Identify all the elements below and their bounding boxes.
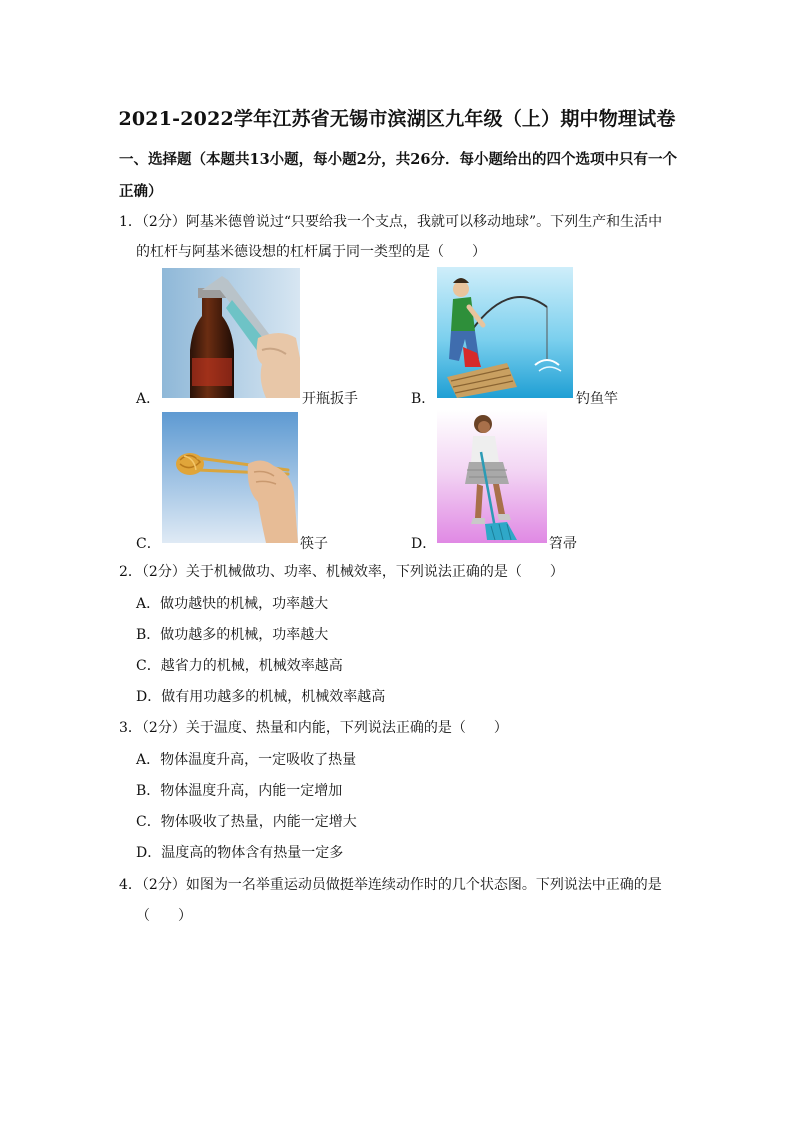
question-1-stem-line1: 1．（2分）阿基米德曾说过“只要给我一个支点，我就可以移动地球”。下列生产和生活中 [119, 214, 663, 230]
section-heading-line1: 一、选择题（本题共13小题，每小题2分，共26分．每小题给出的四个选项中只有一个 [119, 151, 677, 168]
bottle-opener-image [162, 268, 300, 398]
option-letter: C． [136, 536, 161, 552]
question-3-option-a: A．物体温度升高，一定吸收了热量 [136, 752, 357, 768]
question-1-stem-line2: 的杠杆与阿基米德设想的杠杆属于同一类型的是（ ） [136, 244, 486, 260]
option-caption: 笤帚 [549, 536, 577, 552]
section-heading [119, 144, 679, 208]
question-4-stem-line1: 4．（2分）如图为一名举重运动员做挺举连续动作时的几个状态图。下列说法中正确的是 [119, 877, 662, 893]
option-caption: 筷子 [300, 536, 328, 552]
question-3-option-c: C．物体吸收了热量，内能一定增大 [136, 814, 357, 830]
option-caption: 钓鱼竿 [576, 391, 618, 407]
broom-image [437, 410, 547, 543]
option-letter: B． [411, 391, 436, 407]
question-2-option-d: D．做有用功越多的机械，机械效率越高 [136, 689, 386, 705]
question-2-option-c: C．越省力的机械，机械效率越高 [136, 658, 343, 674]
option-letter: A． [136, 391, 161, 407]
option-caption: 开瓶扳手 [302, 391, 358, 407]
question-3-option-d: D．温度高的物体含有热量一定多 [136, 845, 344, 861]
section-heading-line2: 正确） [119, 183, 163, 200]
fishing-rod-image [437, 267, 573, 398]
question-2-option-b: B．做功越多的机械，功率越大 [136, 627, 329, 643]
option-letter: D． [411, 536, 437, 552]
chopsticks-image [162, 412, 298, 543]
question-2-stem: 2．（2分）关于机械做功、功率、机械效率，下列说法正确的是（ ） [119, 564, 564, 580]
question-2-option-a: A．做功越快的机械，功率越大 [136, 596, 329, 612]
question-4-stem-line2: （ ） [136, 908, 192, 924]
question-3-option-b: B．物体温度升高，内能一定增加 [136, 783, 343, 799]
question-3-stem: 3．（2分）关于温度、热量和内能，下列说法正确的是（ ） [119, 720, 508, 736]
exam-title: 2021-2022学年江苏省无锡市滨湖区九年级（上）期中物理试卷 [118, 108, 676, 130]
